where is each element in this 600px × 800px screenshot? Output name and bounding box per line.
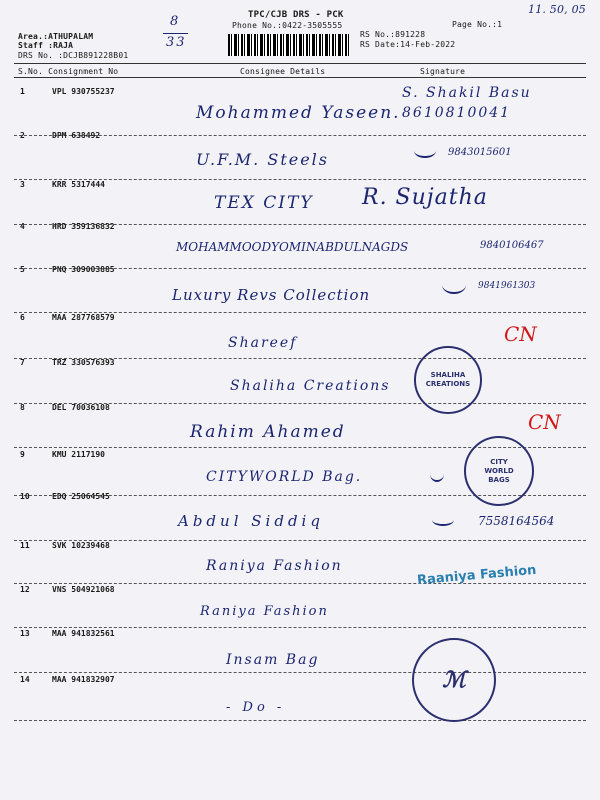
row-sno: 4 [20, 222, 25, 231]
row-consignee-handwriting: Shareef [228, 335, 298, 351]
row-signature-handwriting: 9841961303 [478, 281, 536, 291]
row-signature-handwriting: 9840106467 [480, 240, 544, 251]
cityworld-bags-stamp [464, 436, 534, 506]
row-consignment: DPM 638492 [52, 131, 101, 140]
row-consignment: MAA 287768579 [52, 313, 115, 322]
row-sno: 10 [20, 492, 30, 501]
row-sno: 9 [20, 450, 25, 459]
row-consignment: VPL 930755237 [52, 87, 115, 96]
row-sno: 7 [20, 358, 25, 367]
fraction-line [163, 33, 188, 34]
row-consignee-handwriting: Raniya Fashion [200, 604, 329, 619]
drs-title: TPC/CJB DRS - PCK [248, 10, 344, 20]
row-sno: 5 [20, 265, 25, 274]
row-consignment: TRZ 330576393 [52, 358, 115, 367]
row-sno: 6 [20, 313, 25, 322]
row-divider [14, 583, 586, 584]
row-consignment: KRR 5317444 [52, 180, 105, 189]
row-divider [14, 720, 586, 721]
row-consignee-handwriting: TEX CITY [214, 193, 314, 213]
row-consignment: SVK 10239468 [52, 541, 110, 550]
row-divider [14, 672, 586, 673]
row-consignee-handwriting: CITYWORLD Bag. [206, 469, 363, 485]
cn-mark-row-8: CN [528, 410, 561, 434]
col-sno-consignment: S.No. Consignment No [18, 67, 119, 76]
header-rule-top [14, 63, 586, 64]
row-consignment: KMU 2117190 [52, 450, 105, 459]
stamp-text: CITY WORLD BAGS [484, 457, 514, 484]
row-sno: 11 [20, 541, 30, 550]
row-sno: 14 [20, 675, 30, 684]
rs-number: RS No.:891228 [360, 30, 426, 39]
page-number: Page No.:1 [452, 20, 503, 29]
round-signature-stamp [412, 638, 496, 722]
row-consignee-handwriting: Insam Bag [226, 652, 320, 668]
row-consignment: PNQ 309003885 [52, 265, 115, 274]
row-signature-handwriting: S. Shakil Basu 8610810041 [402, 85, 532, 121]
row-signature-handwriting: 9843015601 [448, 147, 512, 158]
row-consignment: MAA 941832561 [52, 629, 115, 638]
stamp-signature-mark: ℳ [442, 667, 466, 693]
row-consignee-handwriting: U.F.M. Steels [196, 150, 330, 169]
cn-mark-row-6: CN [504, 322, 537, 346]
row-consignee-handwriting: MOHAMMOODYOMINABDULNAGDS [176, 240, 409, 254]
fraction-bottom: 33 [166, 35, 187, 50]
signature-scribble [442, 276, 466, 294]
signature-scribble [432, 514, 454, 526]
corner-note: 11. 50, 05 [528, 3, 586, 16]
stamp-text: SHALIHA CREATIONS [425, 371, 471, 388]
col-signature: Signature [420, 67, 466, 76]
fraction-top: 8 [170, 14, 181, 29]
row-signature-handwriting: R. Sujatha [362, 185, 488, 210]
rs-date: RS Date:14-Feb-2022 [360, 40, 456, 49]
phone-number: Phone No.:0422-3505555 [232, 21, 343, 30]
row-consignment: MAA 941832907 [52, 675, 115, 684]
row-consignee-handwriting: Raniya Fashion [206, 558, 343, 574]
header-rule-bottom [14, 77, 586, 78]
staff-label: Staff :RAJA [18, 41, 74, 50]
row-consignment: DEL 70036108 [52, 403, 110, 412]
barcode [228, 34, 350, 56]
col-consignee: Consignee Details [240, 67, 326, 76]
row-consignment: EDQ 25064545 [52, 492, 110, 501]
row-sno: 13 [20, 629, 30, 638]
row-consignee-handwriting: Shaliha Creations [230, 378, 391, 394]
raaniya-fashion-print: Raaniya Fashion [416, 562, 538, 589]
shaliha-creations-stamp [414, 346, 482, 414]
row-consignment: VNS 504921068 [52, 585, 115, 594]
row-sno: 3 [20, 180, 25, 189]
row-consignee-handwriting: Mohammed Yaseen. [196, 103, 401, 123]
row-consignee-handwriting: Luxury Revs Collection [172, 286, 371, 304]
row-sno: 2 [20, 131, 25, 140]
row-consignee-handwriting: - Do - [226, 700, 286, 715]
row-signature-handwriting: 7558164564 [478, 514, 555, 528]
signature-scribble [414, 144, 436, 158]
row-consignment: HRD 359136832 [52, 222, 115, 231]
signature-scribble [430, 466, 444, 482]
row-divider [14, 627, 586, 628]
row-sno: 1 [20, 87, 25, 96]
area-label: Area.:ATHUPALAM [18, 32, 94, 41]
row-sno: 12 [20, 585, 30, 594]
row-consignee-handwriting: Rahim Ahamed [190, 422, 346, 442]
row-sno: 8 [20, 403, 25, 412]
drs-number: DRS No. :DCJB891228B01 [18, 51, 129, 60]
row-consignee-handwriting: Abdul Siddiq [178, 512, 324, 530]
